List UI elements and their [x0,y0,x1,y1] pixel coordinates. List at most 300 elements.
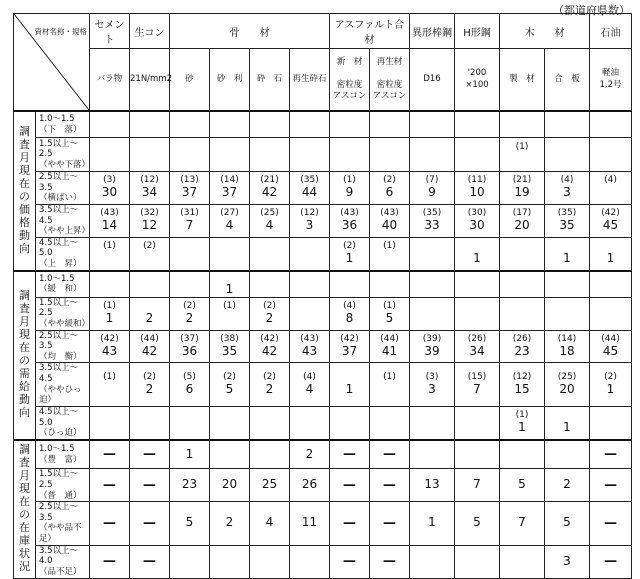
dash-mark: — [143,477,156,493]
previous-count: (37) [180,333,199,344]
previous-count [210,410,249,421]
value-cell [410,330,455,363]
current-count [90,283,129,297]
value-cell [170,440,210,469]
previous-count: (42) [260,333,279,344]
level-label: 4.5以上～5.0 （ひっ迫） [36,406,90,439]
subheader-cell: 製 材 [500,49,545,111]
previous-count [455,112,499,123]
previous-count [410,410,454,421]
dash-mark: — [604,447,617,462]
section-label: 調 査 月 現 在 の 価 格 動 向 [14,111,36,271]
group-header-cement: セメント [90,14,130,49]
group-header-asphalt-mix: アスファルト合材 [330,14,410,49]
previous-count: (21) [260,175,279,186]
current-count [330,153,369,167]
group-header-deformed-bar: 異形棒鋼 [410,14,455,49]
current-count [370,123,409,137]
value-cell [250,204,290,237]
value-cell [545,469,590,502]
stock-count: 13 [424,477,440,492]
value-cell [590,502,632,546]
value-cell [250,469,290,502]
previous-count [170,112,209,123]
value-cell [210,469,250,502]
stock-count [410,555,454,569]
value-cell [590,297,632,330]
previous-count: (12) [140,175,159,186]
previous-count: (43) [100,208,119,219]
current-count: 37 [221,185,238,200]
previous-count [90,142,129,153]
value-cell [545,111,590,138]
current-count [130,123,169,137]
previous-count: (1) [223,301,236,312]
current-count [130,153,169,167]
value-cell [290,469,330,502]
current-count [545,123,589,137]
value-cell [330,271,370,298]
value-cell [545,440,590,469]
previous-count [370,410,409,421]
value-cell [210,111,250,138]
value-cell [455,545,500,578]
current-count: 1 [606,251,615,266]
value-cell [455,271,500,298]
stock-count: 2 [225,515,234,530]
stock-count: 5 [473,515,481,530]
current-count: 43 [101,343,118,358]
previous-count: (15) [467,372,487,383]
dash-mark: — [343,477,356,493]
current-count [410,123,454,137]
current-count [90,421,129,435]
previous-count [290,272,329,283]
subheader-cell: バラ物 [90,49,130,111]
level-label: 2.5以上～3.5 （横ばい） [36,172,90,205]
value-cell [455,406,500,439]
data-row [14,406,632,439]
value-cell [370,406,410,439]
value-cell [500,138,545,172]
value-cell [290,363,330,407]
previous-count: (44) [380,333,399,344]
previous-count: (14) [557,333,577,344]
current-count [590,283,631,297]
previous-count: (17) [512,208,532,219]
previous-count [545,272,589,283]
current-count [410,283,454,297]
value-cell [250,440,290,469]
current-count [500,153,544,167]
value-cell [90,138,130,172]
current-count: 4 [265,218,274,233]
current-count: 4 [225,218,234,233]
current-count [330,283,369,297]
value-cell [250,545,290,578]
subheader-cell: 再生砕石 [290,49,330,111]
value-cell [290,406,330,439]
value-cell [590,271,632,298]
previous-count: (44) [601,333,620,344]
value-cell [370,172,410,205]
current-count: 2 [265,382,274,397]
value-cell [410,204,455,237]
previous-count [130,112,169,123]
level-label: 1.5以上～2.5 （やや下落） [36,138,90,172]
value-cell [170,237,210,270]
previous-count [500,272,544,283]
current-count: 8 [345,311,354,326]
value-cell [170,172,210,205]
unit-label: （都道府県数） [553,4,630,17]
previous-count [250,272,289,283]
level-label: 1.0～1.5 （豊 富） [36,440,90,469]
dash-mark: — [343,554,356,570]
subheader-cell: 砕 石 [250,49,290,111]
value-cell [410,237,455,270]
current-count [90,153,129,167]
current-count: 35 [221,343,238,358]
stock-count [455,555,499,569]
previous-count [210,112,249,123]
current-count [250,153,289,167]
current-count [410,312,454,326]
value-cell [290,271,330,298]
previous-count [590,142,631,153]
previous-count [330,142,369,153]
stock-count [500,555,544,569]
value-cell [130,363,170,407]
current-count: 20 [559,382,575,397]
value-cell [410,440,455,469]
current-count: 43 [301,343,318,358]
value-cell [250,237,290,270]
data-row [14,545,632,578]
previous-count [500,112,544,123]
value-cell [210,172,250,205]
previous-count: (25) [260,208,279,219]
value-cell [370,363,410,407]
previous-count: (2) [223,372,236,383]
current-count: 37 [181,185,198,200]
current-count: 1 [563,251,571,266]
current-count: 30 [101,185,118,200]
current-count [410,252,454,266]
current-count [290,312,329,326]
value-cell [500,330,545,363]
previous-count: (2) [263,301,276,312]
stock-count [455,448,499,462]
value-cell [500,545,545,578]
stock-count: 23 [181,477,198,492]
value-cell [590,406,632,439]
current-count [370,421,409,435]
dash-mark: — [383,447,396,462]
current-count [290,252,329,266]
previous-count [410,112,454,123]
dash-mark: — [103,477,116,493]
current-count: 7 [185,218,194,233]
current-count [455,421,499,435]
value-cell [290,172,330,205]
dash-mark: — [143,515,156,531]
current-count: 1 [225,281,234,296]
value-cell [90,204,130,237]
dash-mark: — [383,554,396,570]
stock-count: 1 [185,446,194,461]
current-count: 9 [345,185,354,200]
value-cell [290,204,330,237]
subheader-cell: 合 板 [545,49,590,111]
previous-count: (7) [425,175,439,186]
value-cell [170,469,210,502]
current-count: 18 [559,343,575,358]
value-cell [330,363,370,407]
current-count [170,123,209,137]
group-header-row [14,14,632,49]
stock-count [410,448,454,462]
value-cell [90,469,130,502]
current-count: 30 [469,218,485,233]
value-cell [410,111,455,138]
previous-count: (35) [422,208,442,219]
current-count: 5 [225,382,234,397]
previous-count: (25) [557,372,577,383]
value-cell [410,271,455,298]
value-cell [370,297,410,330]
stock-count [250,448,289,462]
current-count [455,123,499,137]
stock-count: 2 [563,477,571,492]
stock-count: 5 [185,515,194,530]
current-count: 9 [428,185,436,200]
value-cell [170,545,210,578]
stock-count: 3 [563,553,571,568]
value-cell [250,502,290,546]
value-cell [545,172,590,205]
stock-count: 26 [301,477,318,492]
value-cell [410,363,455,407]
current-count [455,283,499,297]
value-cell [455,111,500,138]
value-cell [455,440,500,469]
value-cell [290,237,330,270]
current-count: 6 [185,382,194,397]
value-cell [455,330,500,363]
value-cell [330,138,370,172]
previous-count [590,301,631,312]
current-count [130,283,169,297]
value-cell [455,237,500,270]
value-cell [500,469,545,502]
level-label: 1.0～1.5 （下 落） [36,111,90,138]
current-count: 2 [145,311,154,326]
value-cell [210,237,250,270]
current-count: 12 [141,218,158,233]
current-count: 1 [606,382,615,397]
value-cell [210,330,250,363]
current-count: 1 [563,420,571,435]
value-cell [330,469,370,502]
previous-count [455,410,499,421]
level-label: 3.5以上～4.5 （やや上昇） [36,204,90,237]
current-count: 42 [261,343,278,358]
material-survey-table [13,13,632,579]
previous-count: (2) [143,372,156,383]
data-row [14,297,632,330]
value-cell [90,330,130,363]
previous-count: (1) [103,241,116,252]
previous-count: (1) [515,410,529,421]
current-count: 4 [305,382,314,397]
current-count [250,283,289,297]
value-cell [545,297,590,330]
dash-mark: — [343,447,356,462]
current-count [90,123,129,137]
group-header-oil: 石油 [590,14,632,49]
current-count [500,123,544,137]
value-cell [90,545,130,578]
current-count: 20 [514,218,530,233]
data-row [14,469,632,502]
value-cell [130,111,170,138]
current-count [590,186,631,200]
previous-count: (42) [601,208,620,219]
current-count [170,421,209,435]
stock-count [500,448,544,462]
value-cell [545,271,590,298]
current-count [545,283,589,297]
current-count: 40 [381,218,398,233]
current-count [250,123,289,137]
data-row [14,502,632,546]
current-count [290,283,329,297]
value-cell [590,440,632,469]
previous-count: (35) [300,175,319,186]
stock-count [210,555,249,569]
previous-count [90,112,129,123]
value-cell [210,138,250,172]
current-count: 2 [265,311,274,326]
current-count: 1 [105,311,114,326]
previous-count [545,112,589,123]
data-row [14,172,632,205]
stock-count: 5 [563,515,571,530]
value-cell [250,297,290,330]
value-cell [130,204,170,237]
current-count [590,153,631,167]
stock-count: 20 [221,477,238,492]
previous-count: (26) [512,333,532,344]
value-cell [130,172,170,205]
current-count: 23 [514,343,530,358]
previous-count [170,272,209,283]
value-cell [330,172,370,205]
current-count: 33 [424,218,440,233]
value-cell [370,271,410,298]
previous-count: (43) [380,208,399,219]
previous-count: (2) [604,372,617,383]
previous-count: (43) [340,208,359,219]
current-count [500,252,544,266]
current-count [590,123,631,137]
value-cell [500,111,545,138]
dash-mark: — [604,554,617,570]
current-count: 19 [514,185,530,200]
previous-count: (4) [560,175,574,186]
value-cell [500,406,545,439]
previous-count: (4) [303,372,316,383]
stock-count: 5 [518,477,526,492]
subheader-cell: D16 [410,49,455,111]
value-cell [330,545,370,578]
value-cell [170,204,210,237]
value-cell [250,330,290,363]
current-count: 34 [469,343,485,358]
value-cell [545,330,590,363]
previous-count [210,272,249,283]
previous-count [330,272,369,283]
current-count [170,153,209,167]
subheader-cell: 軽油 1,2号 [590,49,632,111]
current-count: 10 [469,185,485,200]
previous-count [290,410,329,421]
dash-mark: — [143,447,156,462]
previous-count [290,301,329,312]
value-cell [500,440,545,469]
value-cell [290,502,330,546]
current-count: 1 [473,251,481,266]
level-label: 1.0～1.5 （緩 和） [36,271,90,298]
value-cell [210,363,250,407]
current-count [455,153,499,167]
value-cell [250,271,290,298]
value-cell [330,330,370,363]
stock-count: 25 [261,477,278,492]
dash-mark: — [604,515,617,531]
previous-count: (26) [467,333,487,344]
current-count [210,312,249,326]
previous-count: (12) [300,208,319,219]
value-cell [330,440,370,469]
value-cell [330,502,370,546]
previous-count [410,142,454,153]
previous-count: (21) [512,175,532,186]
value-cell [90,502,130,546]
previous-count: (43) [300,333,319,344]
group-header-timber: 木 材 [500,14,590,49]
value-cell [290,138,330,172]
value-cell [370,545,410,578]
value-cell [330,111,370,138]
previous-count: (11) [467,175,487,186]
previous-count: (4) [343,301,356,312]
corner-cell [14,14,90,112]
previous-count: (4) [604,175,617,186]
level-label: 3.5以上～4.0 （品不足） [36,545,90,578]
value-cell [590,204,632,237]
data-row [14,330,632,363]
value-cell [130,469,170,502]
value-cell [455,172,500,205]
data-row [14,363,632,407]
previous-count [250,112,289,123]
current-count: 3 [563,185,571,200]
previous-count: (1) [383,372,396,383]
dash-mark: — [103,554,116,570]
value-cell [290,330,330,363]
